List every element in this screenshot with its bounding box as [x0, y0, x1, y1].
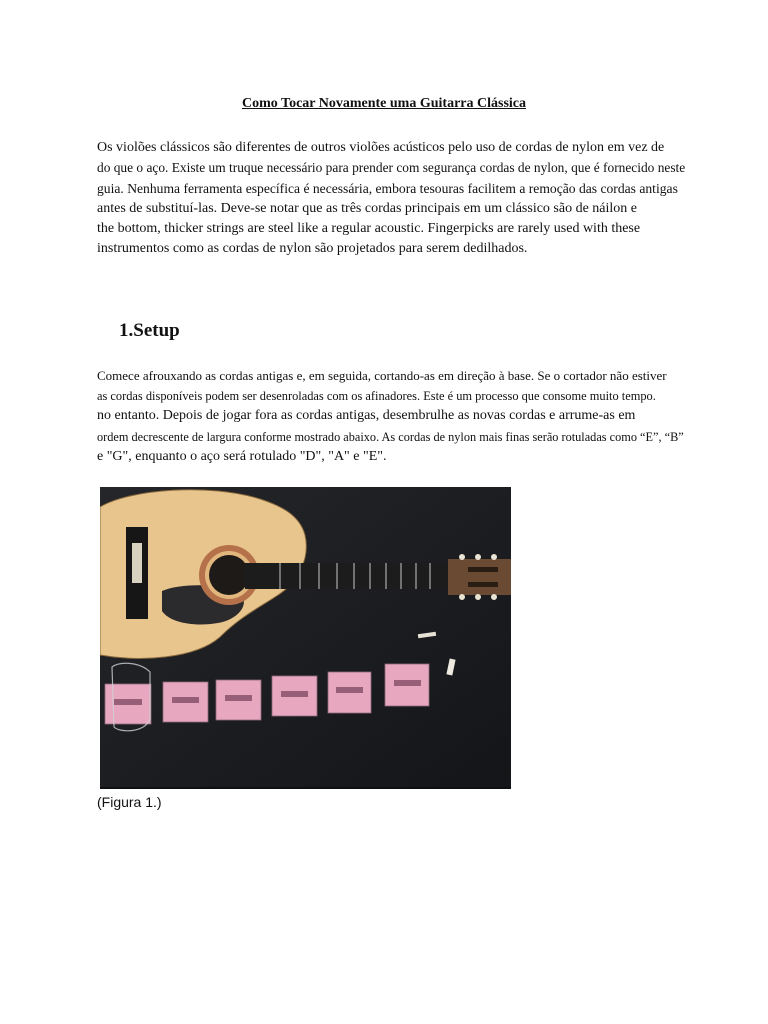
fretboard: [245, 563, 450, 589]
section-heading: 1.Setup: [119, 320, 180, 341]
setup-line: as cordas disponíveis podem ser desenroladas com os afinadores. Este é um processo que consome muito tempo.: [97, 389, 656, 403]
saddle: [132, 543, 142, 583]
intro-line: guia. Nenhuma ferramenta específica é necessária, embora tesouras facilitem a remoção das cordas antigas: [97, 180, 678, 196]
intro-line: Os violões clássicos são diferentes de outros violões acústicos pelo uso de cordas de nylon em vez de: [97, 140, 665, 155]
intro-paragraph: [97, 138, 709, 260]
headstock: [448, 559, 511, 595]
intro-line: instrumentos como as cordas de nylon são projetados para serem dedilhados.: [97, 241, 528, 257]
intro-line: the bottom, thicker strings are steel like a regular acoustic. Fingerpicks are rarely used with these: [97, 221, 641, 237]
setup-line: ordem decrescente de largura conforme mostrado abaixo. As cordas de nylon mais finas serão rotuladas como “E”, “B”: [97, 429, 684, 444]
figure-caption: (Figura 1.): [97, 794, 162, 810]
document-title: Como Tocar Novamente uma Guitarra Clássica: [242, 96, 526, 111]
guitar-photo: [100, 487, 511, 789]
guitar-illustration: [100, 487, 511, 789]
setup-line: e "G", enquanto o aço será rotulado "D", "A" e "E".: [97, 448, 387, 464]
intro-line: antes de substituí-las. Deve-se notar que as três cordas principais em um clássico são de náilon e: [97, 200, 638, 216]
setup-line: no entanto. Depois de jogar fora as cordas antigas, desembrulhe as novas cordas e arrume-as em: [97, 408, 636, 423]
intro-line: do que o aço. Existe um truque necessário para prender com segurança cordas de nylon, que é fornecido neste: [97, 160, 686, 176]
setup-line: Comece afrouxando as cordas antigas e, em seguida, cortando-as em direção à base. Se o cortador não estiver: [97, 368, 667, 383]
setup-paragraph: [97, 366, 709, 467]
